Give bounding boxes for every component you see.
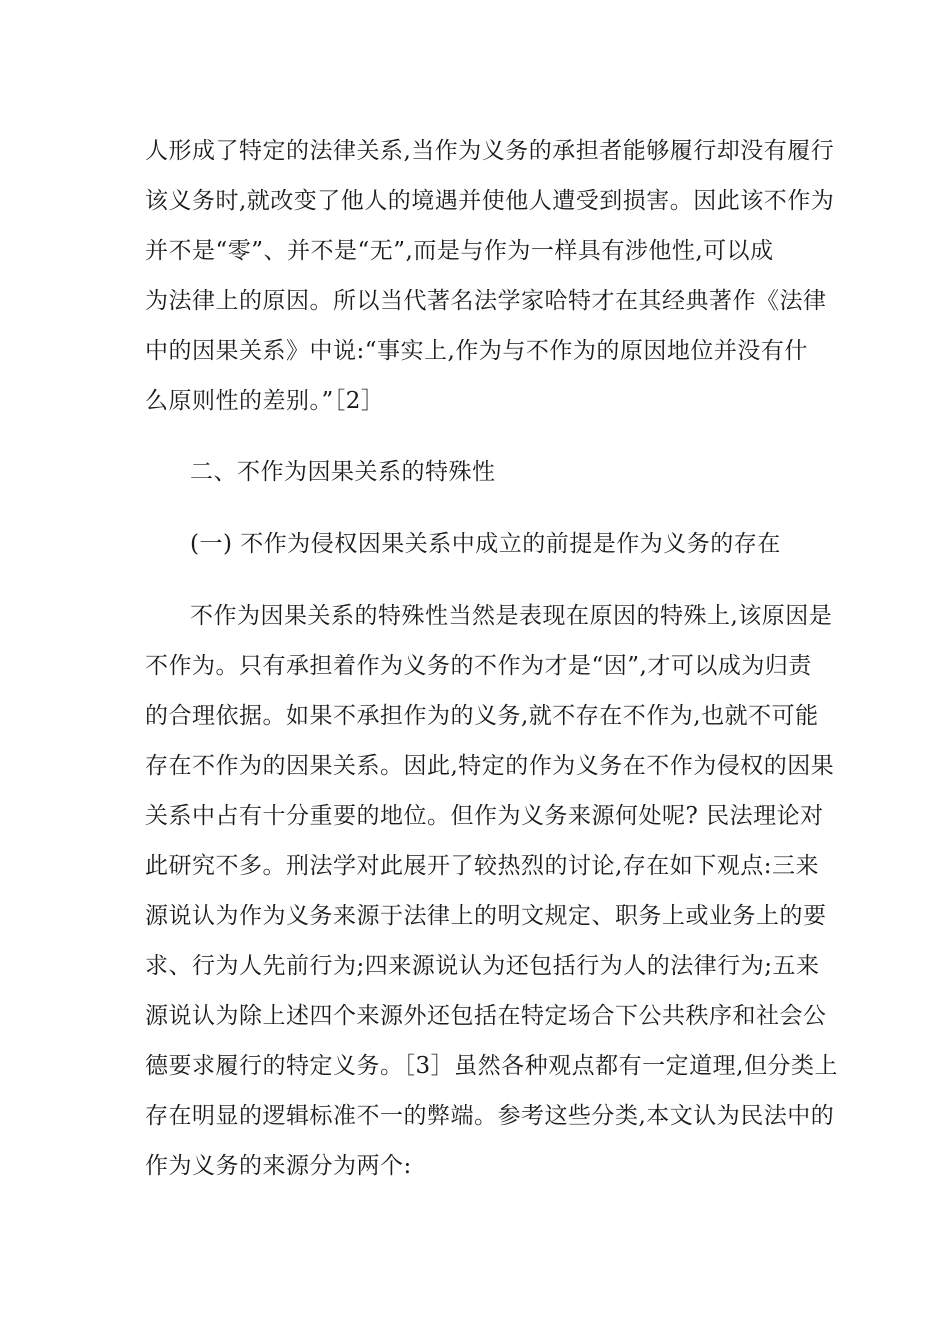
text-line: 中的因果关系》中说:“事实上,作为与不作为的原因地位并没有什 (145, 338, 808, 364)
text-line: 的合理依据。如果不承担作为的义务,就不存在不作为,也就不可能 (145, 703, 819, 729)
text-line: 求、行为人先前行为;四来源说认为还包括行为人的法律行为;五来 (145, 953, 820, 979)
text-line: 该义务时,就改变了他人的境遇并使他人遭受到损害。因此该不作为 (145, 188, 835, 214)
subsection-heading: (一) 不作为侵权因果关系中成立的前提是作为义务的存在 (190, 531, 781, 557)
text-line: 此研究不多。刑法学对此展开了较热烈的讨论,存在如下观点:三来 (145, 853, 820, 879)
text-line: 源说认为作为义务来源于法律上的明文规定、职务上或业务上的要 (145, 903, 827, 929)
text-line: 作为义务的来源分为两个: (145, 1153, 412, 1179)
text-line: 不作为。只有承担着作为义务的不作为才是“因”,才可以成为归责 (145, 653, 812, 679)
text-line: 不作为因果关系的特殊性当然是表现在原因的特殊上,该原因是 (190, 603, 833, 629)
text-line: 存在不作为的因果关系。因此,特定的作为义务在不作为侵权的因果 (145, 753, 835, 779)
text-line: 源说认为除上述四个来源外还包括在特定场合下公共秩序和社会公 (145, 1003, 827, 1029)
text-line: 存在明显的逻辑标准不一的弊端。参考这些分类,本文认为民法中的 (145, 1103, 835, 1129)
text-line: 人形成了特定的法律关系,当作为义务的承担者能够履行却没有履行 (145, 138, 835, 164)
text-line: 么原则性的差别。”［2］ (145, 388, 385, 414)
text-line: 为法律上的原因。所以当代著名法学家哈特才在其经典著作《法律 (145, 288, 827, 314)
text-line: 并不是“零”、并不是“无”,而是与作为一样具有涉他性,可以成 (145, 238, 774, 264)
text-line: 德要求履行的特定义务。［3］虽然各种观点都有一定道理,但分类上 (145, 1053, 838, 1079)
section-heading: 二、不作为因果关系的特殊性 (190, 459, 496, 485)
text-line: 关系中占有十分重要的地位。但作为义务来源何处呢? 民法理论对 (145, 803, 824, 829)
